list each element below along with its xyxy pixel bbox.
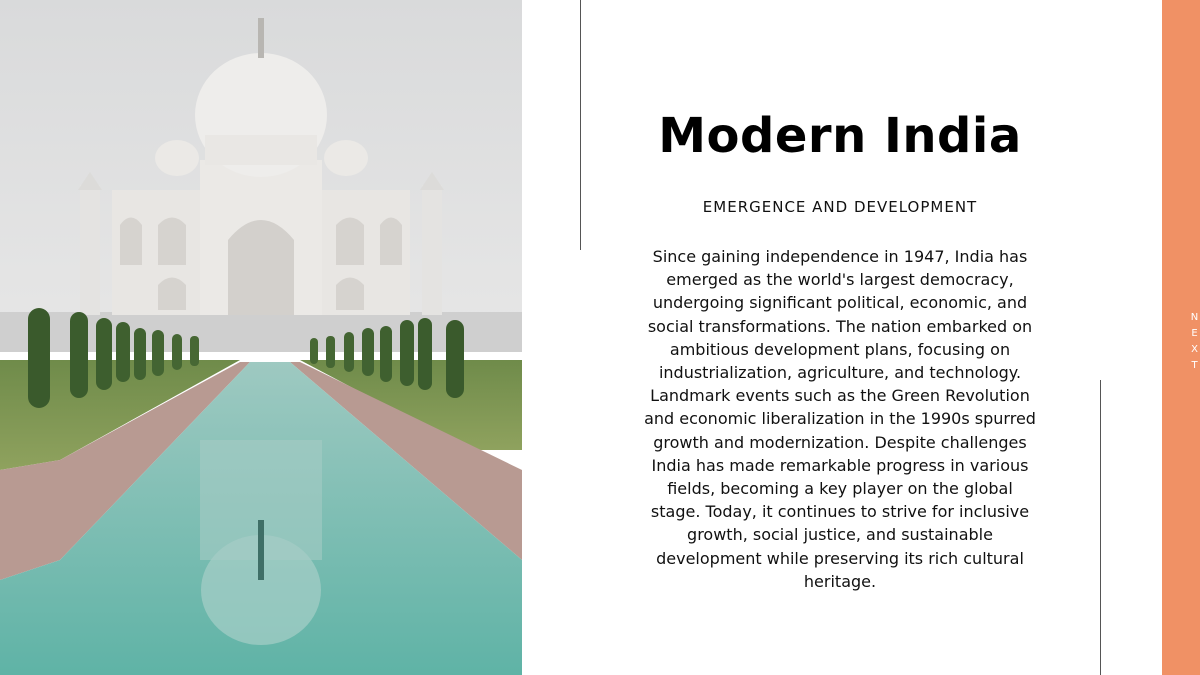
next-button[interactable] (1162, 0, 1200, 675)
taj-mahal-photo (0, 0, 522, 675)
slide-subtitle: EMERGENCE AND DEVELOPMENT (702, 198, 978, 216)
next-label: NEXT (1189, 312, 1200, 376)
slide-body-text: Since gaining independence in 1947, India has emerged as the world's largest democracy, undergoing significant political, economic, and social transformations. The nation embarked on ambitious development plans, focusing on industrialization, agriculture, and technology. Landmark events such as the Green Revolution and economic liberalization in the 1990s spurred growth and modernization. Despite challenges India has made remarkable progress in various fields, becoming a key player on the global stage. Today, it continues to strive for inclusive growth, social justice, and sustainable development while preserving its rich cultural heritage. (644, 247, 1036, 591)
decorative-line-top (580, 0, 581, 250)
slide-title: Modern India (658, 108, 1022, 164)
decorative-line-bottom (1100, 380, 1101, 675)
